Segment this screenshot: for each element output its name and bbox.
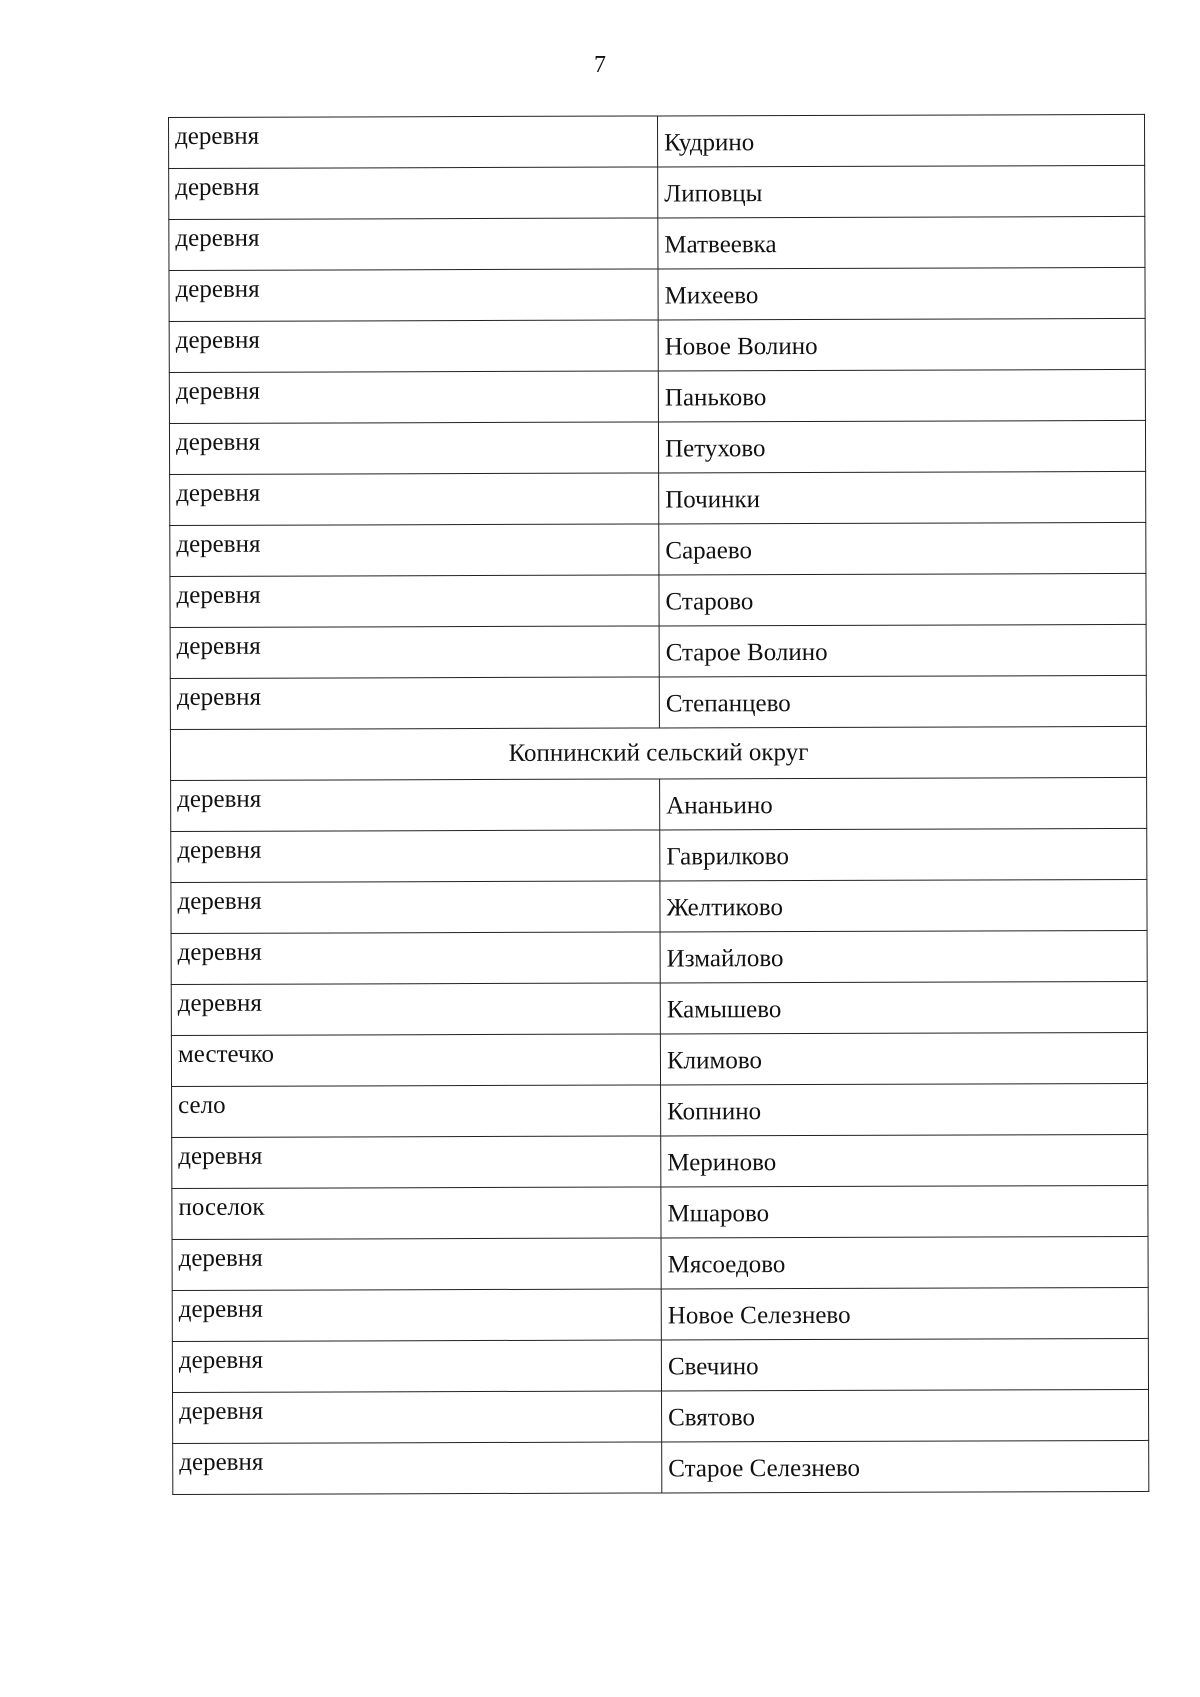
settlement-type-cell: [172, 1136, 661, 1189]
table-row: [171, 981, 1147, 1035]
settlement-type-cell: [170, 677, 659, 730]
table-row: [172, 1134, 1148, 1188]
settlement-type: деревня: [175, 326, 260, 354]
table-row: [169, 420, 1145, 474]
table-row: [172, 1083, 1148, 1137]
settlement-name-cell: [658, 267, 1145, 320]
table-row: [169, 267, 1145, 321]
settlement-name-cell: [657, 114, 1144, 167]
settlement-name-cell: [660, 1032, 1147, 1085]
settlement-name: Новое Волино: [664, 332, 818, 361]
page-number: 7: [594, 52, 606, 78]
settlement-name-cell: [659, 471, 1146, 524]
settlement-name-cell: [662, 1389, 1149, 1442]
table-row: [170, 624, 1146, 678]
settlement-name: Старово: [665, 588, 754, 616]
settlement-type: деревня: [176, 530, 261, 558]
settlement-type-cell: [172, 1085, 661, 1138]
table-row: [170, 573, 1146, 627]
settlement-name-cell: [660, 777, 1147, 830]
settlement-name: Сараево: [665, 537, 753, 565]
settlement-name: Мериново: [667, 1149, 777, 1177]
settlement-type-cell: [170, 626, 659, 679]
settlement-type: село: [178, 1091, 226, 1119]
settlement-name-cell: [659, 573, 1146, 626]
table-row: [169, 369, 1145, 423]
settlement-type-cell: [172, 1238, 661, 1291]
table-row: [172, 1287, 1148, 1341]
settlement-type: деревня: [177, 836, 262, 864]
settlement-name-cell: [658, 165, 1145, 218]
settlement-name: Кудрино: [664, 129, 755, 157]
settlement-type-cell: [171, 779, 660, 832]
settlement-name: Матвеевка: [664, 231, 777, 259]
settlement-name-cell: [658, 420, 1145, 473]
table-row: [169, 318, 1145, 372]
settlement-name-cell: [660, 828, 1147, 881]
table-row: [171, 879, 1147, 933]
table-row: [169, 216, 1145, 270]
settlement-type: деревня: [175, 377, 261, 405]
settlement-name-cell: [659, 675, 1146, 728]
settlement-type-cell: [170, 575, 659, 628]
settlement-type-cell: [171, 830, 660, 883]
settlement-name: Мшарово: [667, 1200, 770, 1228]
table-row: [171, 1032, 1147, 1086]
settlement-type-cell: [171, 983, 660, 1036]
settlement-type: деревня: [177, 989, 262, 1017]
settlement-type: деревня: [177, 785, 262, 813]
settlement-name: Новое Селезнево: [667, 1301, 851, 1330]
settlement-type: местечко: [177, 1040, 274, 1068]
settlements-table-body: [169, 114, 1149, 1494]
settlement-name: Желтиково: [666, 894, 784, 922]
settlement-name-cell: [659, 624, 1146, 677]
settlement-type: поселок: [178, 1193, 265, 1221]
settlement-type-cell: [171, 1034, 660, 1087]
settlement-name: Камышево: [666, 996, 782, 1024]
settlement-type-cell: [170, 524, 659, 577]
settlement-type: деревня: [177, 887, 262, 915]
table-row: [173, 1389, 1149, 1443]
settlement-name-cell: [659, 522, 1146, 575]
settlement-name: Паньково: [664, 384, 767, 412]
settlement-name-cell: [661, 1185, 1148, 1238]
table-row: [172, 1338, 1148, 1392]
settlement-type-cell: [172, 1340, 661, 1393]
settlement-name-cell: [660, 930, 1147, 983]
settlement-type: деревня: [175, 224, 260, 252]
settlement-type-cell: [173, 1442, 662, 1495]
settlement-name: Измайлово: [666, 945, 784, 973]
settlement-type-cell: [169, 116, 658, 169]
settlement-type: деревня: [176, 581, 261, 609]
settlement-name: Старое Волино: [665, 638, 828, 667]
settlement-type-cell: [170, 473, 659, 526]
settlement-name: Мясоедово: [667, 1251, 786, 1279]
settlement-type: деревня: [176, 632, 261, 660]
table-row: [171, 777, 1147, 831]
settlement-name-cell: [661, 1338, 1148, 1391]
table-row: [169, 114, 1145, 168]
table-row: [170, 471, 1146, 525]
settlement-name: Климово: [666, 1047, 762, 1075]
settlement-type-cell: [169, 269, 658, 322]
section-title: Копнинский сельский округ: [170, 726, 1146, 780]
section-row: [170, 726, 1146, 780]
settlement-name-cell: [661, 1134, 1148, 1187]
settlement-name: Михеево: [664, 282, 759, 310]
settlement-type: деревня: [175, 428, 261, 456]
settlement-name: Степанцево: [665, 690, 791, 718]
settlement-name-cell: [660, 879, 1147, 932]
settlement-name-cell: [661, 1083, 1148, 1136]
settlement-type-cell: [171, 932, 660, 985]
settlement-type-cell: [173, 1391, 662, 1444]
settlement-name: Липовцы: [664, 180, 763, 208]
settlement-name-cell: [658, 216, 1145, 269]
settlement-type: деревня: [178, 1244, 263, 1272]
settlement-name: Починки: [665, 486, 761, 514]
settlement-type: деревня: [178, 1346, 264, 1374]
settlement-name: Свечино: [667, 1353, 759, 1381]
settlement-name: Петухово: [665, 435, 766, 463]
table-row: [172, 1236, 1148, 1290]
settlement-name-cell: [658, 369, 1145, 422]
table-row: [172, 1185, 1148, 1239]
settlement-type: деревня: [179, 1448, 264, 1476]
settlement-type: деревня: [175, 173, 260, 201]
settlement-type: деревня: [177, 938, 262, 966]
settlement-name: Старое Селезнево: [668, 1454, 861, 1483]
table-row: [170, 675, 1146, 729]
settlement-type: деревня: [179, 1397, 264, 1425]
settlement-name-cell: [660, 981, 1147, 1034]
settlement-type-cell: [169, 371, 658, 424]
table-row: [171, 828, 1147, 882]
settlement-type: деревня: [175, 275, 260, 303]
settlement-name: Копнино: [667, 1098, 762, 1126]
settlement-type-cell: [172, 1289, 661, 1342]
settlement-type-cell: [169, 422, 658, 475]
settlement-name-cell: [661, 1287, 1148, 1340]
table-row: [171, 930, 1147, 984]
settlement-type-cell: [169, 320, 658, 373]
settlements-table: [168, 114, 1149, 1495]
settlement-type-cell: [169, 167, 658, 220]
settlement-type: деревня: [178, 1142, 263, 1170]
settlement-type-cell: [172, 1187, 661, 1240]
settlement-name: Гаврилково: [666, 843, 789, 871]
table-row: [173, 1440, 1149, 1494]
table-row: [169, 165, 1145, 219]
settlement-type: деревня: [175, 122, 260, 150]
settlement-name-cell: [658, 318, 1145, 371]
settlement-type-cell: [171, 881, 660, 934]
settlement-name: Святово: [668, 1404, 756, 1432]
settlement-type: деревня: [176, 479, 261, 507]
settlement-name-cell: [661, 1236, 1148, 1289]
settlement-name: Ананьино: [666, 792, 773, 820]
settlement-type: деревня: [178, 1295, 263, 1323]
settlement-type-cell: [169, 218, 658, 271]
settlement-type: деревня: [176, 683, 261, 711]
table-row: [170, 522, 1146, 576]
settlement-name-cell: [662, 1440, 1149, 1493]
